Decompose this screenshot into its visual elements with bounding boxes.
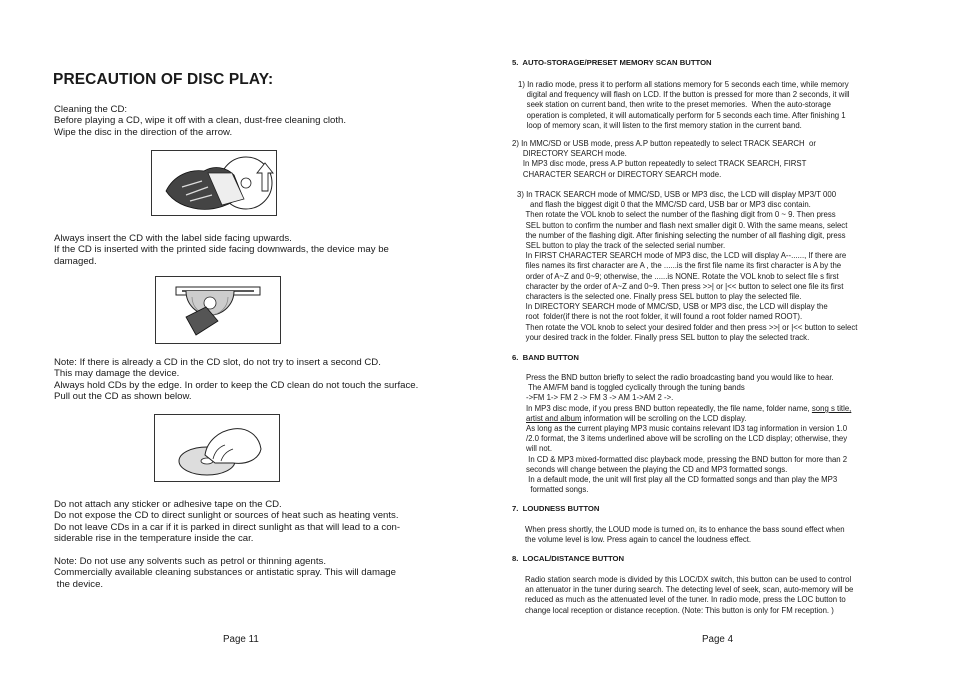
section-5-paragraph-2: 2) In MMC/SD or USB mode, press A.P button repeatedly to select TRACK SEARCH or DIRECTORY SEARCH mode. In MP3 disc mode, press A.P button repeatedly to select TRACK SEARCH, FIRST CHARACTER SEARCH or DIRECTORY SEARCH mode. <box>512 139 816 179</box>
section-5-heading: 5. AUTO-STORAGE/PRESET MEMORY SCAN BUTTON <box>512 58 712 67</box>
note-paragraph: Note: If there is already a CD in the CD slot, do not try to insert a second CD. This may damage the device. Always hold CDs by the edge. In order to keep the CD clean do not touch the surface. Pull out the CD as shown below. <box>54 357 419 403</box>
solvent-paragraph: Note: Do not use any solvents such as petrol or thinning agents. Commercially available cleaning substances or antistatic spray. This will damage the device. <box>54 556 396 590</box>
hand-holding-disc-icon <box>154 414 280 482</box>
disc-slot-icon <box>155 276 281 344</box>
section-8-paragraph: Radio station search mode is divided by this LOC/DX switch, this button can be used to control an attenuator in the tuner during search. The detecting level of seek, scan, auto-memory will be reduced as much as the attenuated level of the tuner. In radio mode, press the LOC button to change local reception or distance reception. (Note: This button is only for FM reception. ) <box>525 575 854 615</box>
page-title: PRECAUTION OF DISC PLAY: <box>53 71 274 88</box>
section-6-heading: 6. BAND BUTTON <box>512 353 579 362</box>
hand-wiping-disc-icon <box>151 150 277 216</box>
section-7-heading: 7. LOUDNESS BUTTON <box>512 504 600 513</box>
section-7-paragraph: When press shortly, the LOUD mode is turned on, its to enhance the bass sound effect when the volume level is low. Press again to cancel the loudness effect. <box>525 525 845 545</box>
cleaning-paragraph: Cleaning the CD: Before playing a CD, wipe it off with a clean, dust-free cleaning cloth. Wipe the disc in the direction of the arrow. <box>54 104 347 138</box>
section-6-paragraph-1: Press the BND button briefly to select the radio broadcasting band you would like to hear. The AM/FM band is toggled cyclically through the tuning bands ->FM 1-> FM 2 -> FM 3 -> AM 1->AM 2 ->. <box>526 373 834 403</box>
section-6-line-5: artist and album information will be scrolling on the LCD display. <box>526 414 747 423</box>
section-8-heading: 8. LOCAL/DISTANCE BUTTON <box>512 554 625 563</box>
page-number-right: Page 4 <box>702 634 734 645</box>
warning-paragraph: Do not attach any sticker or adhesive tape on the CD. Do not expose the CD to direct sunlight or sources of heat such as heating vents. Do not leave CDs in a car if it is parked in direct sunlight as that will lead to a con- siderable rise in the temperature inside the car. <box>54 499 401 545</box>
insert-paragraph: Always insert the CD with the label side facing upwards. If the CD is inserted with the printed side facing downwards, the device may be damaged. <box>54 233 389 267</box>
section-5-paragraph-3: 3) In TRACK SEARCH mode of MMC/SD, USB or MP3 disc, the LCD will display MP3/T 000 and flash the biggest digit 0 that the MMC/SD card, USB bar or MP3 disc contain. Then rotate the VOL knob to select the number of the flashing digit from 0 ~ 9. Then press SEL button to confirm the number and flash next smaller digit 0. With the same means, select the number of the flashing digit. After finishing selecting the number of all flashing digit, press SEL button to play the track of the selected serial number. In FIRST CHARACTER SEARCH mode of MP3 disc, the LCD will display A--......, If there are files names its first character are A , the ......is the first file name its first character is A by the order of A~Z and 0~9; otherwise, the ......is NONE. Rotate the VOL knob to select file s first character by the order of A~Z and 0~9. Then press >>| or |<< button to select one file its first characters is the selected one. Finally press SEL button to play the selected file. In DIRECTORY SEARCH mode of MMC/SD, USB or MP3 disc, the LCD will display the root folder(if there is not the root folder, it will found a root folder named ROOT). Then rotate the VOL knob to select your desired folder and then press >>| or |<< button to select your desired track in the folder. Finally press SEL button to play the selected track. <box>517 190 858 342</box>
section-5-paragraph-1: 1) In radio mode, press it to perform all stations memory for 5 seconds each time, while memory digital and frequency will flash on LCD. If the button is pressed for more than 2 seconds, it will seek station on current band, then write to the preset memories. When the auto-storage operation is completed, it will automatically perform for 5 seconds each time. After finishing 1 loop of memory scan, it will listen to the first memory station in the current band. <box>518 80 850 130</box>
section-6-line-4: In MP3 disc mode, if you press BND button repeatedly, the file name, folder name, song s title, <box>526 404 852 413</box>
page-number-left: Page 11 <box>223 634 259 645</box>
section-6-paragraph-2: As long as the current playing MP3 music contains relevant ID3 tag information in version 1.0 /2.0 format, the 3 items underlined above will be scrolling on the LCD display; otherwise, they will not. In CD & MP3 mixed-formatted disc playback mode, pressing the BND button for more than 2 seconds will change between the playing the CD and MP3 formatted songs. In a default mode, the unit will first play all the CD formatted songs and than play the MP3 formatted songs. <box>526 424 848 495</box>
